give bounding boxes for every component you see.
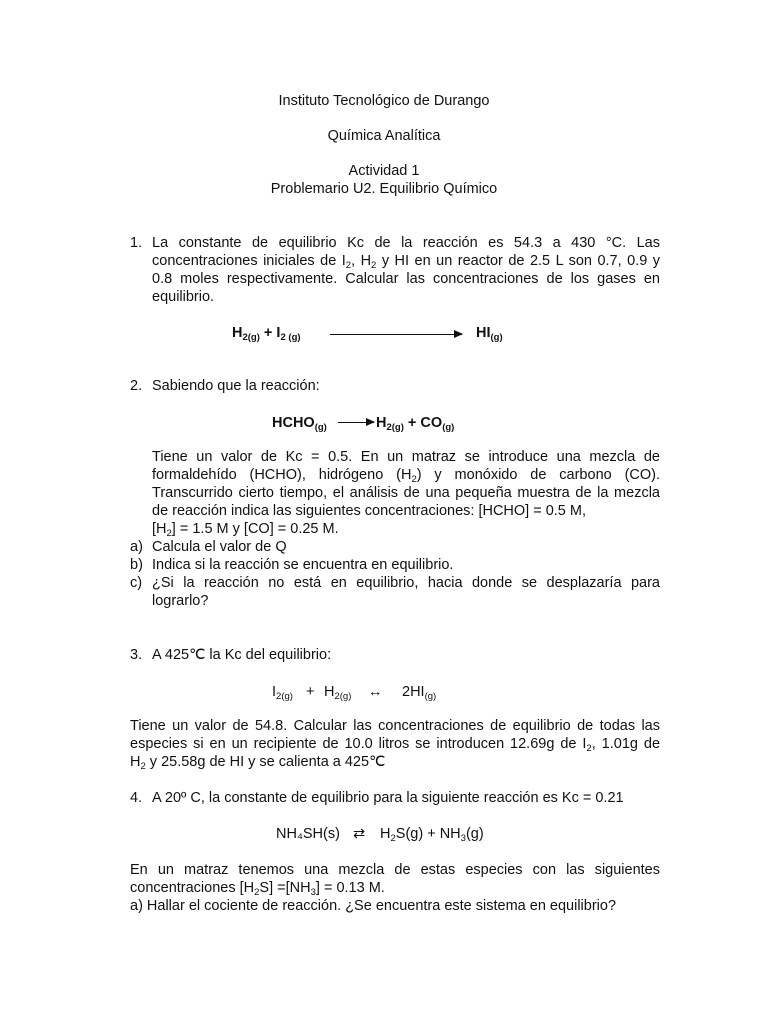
problem-4-line-2: concentraciones $[H_2S] =[NH_3] = 0.13$ M. [130, 880, 385, 898]
problem-2-c-text-2: lograrlo? [152, 593, 209, 609]
problem-1-equation-product: $HI_{(g)}$ [476, 325, 503, 343]
unit-title: Problemario U2. Equilibrio Químico [270, 181, 498, 197]
problem-2-line-2: formaldehído (HCHO), hidrógeno $(H_2)$ y monóxido de carbono (CO). [152, 467, 660, 485]
problem-1-line-4: equilibrio. [152, 289, 215, 305]
problem-3-number: 3. [130, 647, 143, 663]
problem-2-equation-products: $H_{2(g)} + CO_{(g)}$ [376, 415, 455, 433]
course-title: Química Analítica [327, 128, 441, 144]
problem-2-equation-reactant: $HCHO_{(g)}$ [272, 415, 327, 433]
problem-1-line-3: 0.8 moles respectivamente. Calcular las concentraciones de los gases en [152, 271, 660, 287]
problem-3-intro: A 425℃ la Kc del equilibrio: [152, 647, 332, 663]
problem-2-b-text: Indica si la reacción se encuentra en equilibrio. [152, 557, 454, 573]
problem-3-equation-plus: + [306, 684, 315, 700]
equilibrium-arrows-icon: ⇄ [353, 826, 366, 842]
problem-2-c-label: c) [130, 575, 143, 591]
problem-4-intro: A 20º C, la constante de equilibrio para la siguiente reacción es Kc = 0.21 [152, 790, 624, 806]
institution-title: Instituto Tecnológico de Durango [278, 93, 490, 109]
problem-4-line-3: a) Hallar el cociente de reacción. ¿Se encuentra este sistema en equilibrio? [130, 898, 617, 914]
problem-2-line-3: Transcurrido cierto tiempo, el análisis de una pequeña muestra de la mezcla [152, 485, 660, 501]
problem-3-equation-hi: $2HI_{(g)}$ [402, 684, 437, 702]
problem-2-line-1: Tiene un valor de Kc = 0.5. En un matraz se introduce una mezcla de [152, 449, 660, 465]
problem-3-equation-i2: $I_{2(g)}$ [272, 684, 293, 702]
problem-1-line-1: La constante de equilibrio Kc de la reacción es 54.3 a 430 °C. Las [152, 235, 660, 251]
problem-2-line-5: $[H_2] = 1.5$ M y [CO] = 0.25 M. [152, 521, 339, 539]
problem-3-line-1: Tiene un valor de 54.8. Calcular las concentraciones de equilibrio de todas las [130, 718, 660, 734]
problem-3-equation-h2: $H_{2(g)}$ [324, 684, 352, 702]
problem-2-a-label: a) [130, 539, 143, 555]
problem-2-b-label: b) [130, 557, 143, 573]
reaction-arrow-1 [330, 334, 462, 335]
problem-4-number: 4. [130, 790, 143, 806]
problem-3-line-3: $H_2$ y 25.58g de HI y se calienta a 425℃ [130, 754, 386, 772]
problem-2-intro: Sabiendo que la reacción: [152, 378, 320, 394]
problem-1-number: 1. [130, 235, 143, 251]
problem-4-line-1: En un matraz tenemos una mezcla de estas especies con las siguientes [130, 862, 660, 878]
problem-4-equation-reactant: NH₄SH(s) [276, 826, 340, 842]
problem-1-line-2: concentraciones iniciales de $I_2$, $H_2$ y HI en un reactor de 2.5 L son 0.7, 0.9 y [152, 253, 660, 271]
problem-1-equation-reactants: $H_{2(g)} + I_2$ $_{(g)}$ [232, 325, 301, 343]
problem-4-equation-products: $H_2S(g) + NH_3(g)$ [380, 826, 484, 844]
problem-2-c-text-1: ¿Si la reacción no está en equilibrio, hacia donde se desplazaría para [152, 575, 660, 591]
problem-2-number: 2. [130, 378, 143, 394]
equilibrium-double-arrow-icon: ↔ [368, 684, 383, 700]
problem-2-a-text: Calcula el valor de Q [152, 539, 287, 555]
reaction-arrow-2 [338, 422, 374, 423]
problem-3-line-2: especies si en un recipiente de 10.0 litros se introducen 12.69g de $I_2$, 1.01g de [130, 736, 661, 754]
problem-2-line-4: de reacción indica las siguientes concentraciones: [HCHO] = 0.5 M, [152, 503, 587, 519]
activity-title: Actividad 1 [348, 163, 420, 179]
